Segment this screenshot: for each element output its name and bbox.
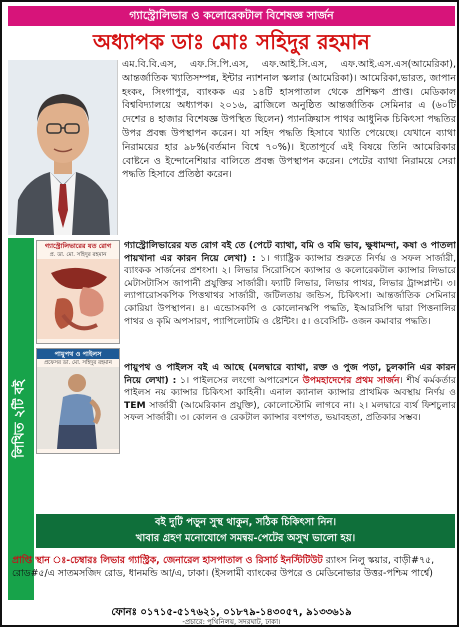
slogan-box: [36, 514, 455, 548]
book-cover-gastroliver: [36, 240, 120, 344]
first-surgeon-highlight: উপমহাদেশের প্রথম সার্জন: [302, 374, 400, 386]
section-body: সার্জারী (আমেরিকান প্রযুক্তি), কোলোস্টোমি লাগবে না। ২। মলদ্বারে ব্যর্থ ফিশচুলার সফল সার্জারী। ৩। কোলন ও রেকটাল ক্যান্সার বংশগত, ভয়াবহতা, প্রতিকার সম্ভব।: [124, 399, 456, 424]
doctor-biography: এম.বি.বি.এস, এফ.সি.পি.এস, এফ.আই.সি.এস, এফ.আই.এস.এস(আমেরিকা), আন্তর্জাতিক খ্যাতিসম্পন্ন, ইন্টার ন্যাশনাল স্কলার (আমেরিকা)। আমেরিকা,ভারত, জাপান হংকং, সিংগাপুর, ব্যাংকক এর ১৪টি হাসপাতাল থেকে প্রশিক্ষণ প্রাপ্ত। মেডিকাল বিশ্ববিদ্যালয়ে অধ্যাপক। ২০১৬, ব্রাজিলে অনুষ্ঠিত আন্তর্জাতিক সেমিনার এ (৬০টি দেশের ৪ হাজার বিশেষজ্ঞ উপস্থিত ছিলেন) প্যানক্রিয়াস পাথর আধুনিক চিকিৎসা পদ্ধতির উপর প্রবন্ধ উপস্থাপন করেন। যা সহিদ পদ্ধতি হিসাবে খ্যাতি পেয়েছে। যেখানে ব্যাথা নিরাময়ের হার ৯৮%(বর্তমান বিশ্বে ৭০%)। ইতোপূর্বে এই বিষয়ে তিনি আমেরিকার বোষ্টনে ও ইন্দোনেশিয়ার বালিতে প্রবন্ধ উপস্থাপন করেন। পেটের ব্যাথা নিরাময়ে সেরা পদ্ধতি হিসাবে প্রতিষ্ঠা করেন।: [122, 59, 456, 181]
section-heading: গ্যাস্ট্রোলিভারের যত রোগ বই তে (পেটে ব্যাথা, বমি ও বমি ভাব, ক্ষুধামন্দা, কষা ও পাতলা পায়খানা এর কারন নিয়ে লেখা) :: [124, 240, 456, 264]
book-author: প্রফেসর ডা. মো. সহিদুর রহমান: [44, 360, 112, 366]
doctor-portrait: [8, 60, 118, 235]
piles-book-summary: [124, 362, 456, 512]
slogan-line: বই দুটি পড়ুন সুস্থ থাকুন, সঠিক চিকিৎসা নিন।: [154, 517, 337, 528]
availability-label: প্রাপ্তি স্থান ঃ-চেম্বারঃ: [12, 555, 98, 566]
book-cover-piles: [36, 348, 120, 454]
gastroliver-book-summary: [124, 240, 456, 356]
written-books-label: লিখিত ২টি বই: [12, 380, 28, 458]
chamber-address: র‍্যাংস নিলু স্কয়ার, বাড়ী#৭৫, রোড#৫/এ সাতমসজিদ রোড, ধানমন্ডি আ/এ, ঢাকা। (ইসলামী ব্যাংকের উপরে ও মেডিনোভার উত্তর-পশ্চিম পার্শ্বে): [12, 555, 435, 579]
written-books-sidebar: [8, 238, 34, 600]
slogan-line: খাবার গ্রহণ মনোযোগে সমন্বয়-পেটের অসুখ ভালো হয়।: [135, 533, 356, 544]
specialty-banner: গ্যাস্ট্রোলিভার ও কলোরেকটাল বিশেষজ্ঞ সার্জন: [8, 6, 455, 26]
section-body: ১। পাইলসের লংগো অপারেশনে: [179, 374, 299, 386]
section-heading: পায়ুপথ ও পাইলস বই এ আছে (মলদ্বারে ব্যাথা, রক্ত ও পুজ পড়া, চুলকানি এর কারন নিয়ে লেখা) :: [124, 362, 456, 386]
book-title: গ্যাস্ট্রোলিভারের যত রোগ: [44, 242, 112, 250]
doctor-name-heading: অধ্যাপক ডাঃ মোঃ সহিদুর রহমান: [93, 30, 370, 54]
contact-info: [12, 554, 455, 606]
person-in-pain-illustration: [37, 367, 120, 449]
institute-name: লিভার গ্যাস্ট্রিক, জেনারেল হাসপাতাল ও রিসার্চ ইনস্টিটিউট: [100, 555, 323, 566]
book-title: পায়ুপথ ও পাইলস: [37, 349, 119, 359]
section-body: । শীর্ষ কর্মকর্তার পাইলস নয় ক্যান্সার চিকিৎসা কাহিনী। এনাল ক্যানাল ক্যান্সার প্রাথমিক অবস্থায় নির্ণয় ও: [124, 374, 456, 399]
phone-numbers: ফোনঃ ০১৭১৫-৫১৭৬২১, ০১৮৭৯-১৪৩০৫৭, ৯১৩৩৬১৯: [111, 607, 352, 618]
section-body: ১। গ্যাষ্ট্রিক ক্যান্সার শুরুতে নির্ণয় ও সফল সার্জারী, ব্যাংকক সার্জনের প্রশংসা। ২। লিভার সিরোসিসে ক্যান্সার ও কলোরেকটাল ক্যান্সার লিভারে মেটাসটাসিস জাপানী প্রযুক্তির সার্জারী। ফ্যাটি লিভার, লিভার পাথর, লিভার ট্রান্সপ্লান্ট। ৩। ল্যাপারোসকপিক পিত্তথাথর সার্জারী, জটিলতায় জন্ডিস, চিকিৎসা। আন্তর্জাতিক সেমিনার কোরিয়া উপস্থাপন। ৪। এন্ডোসকপি ও কোলোনস্কপি পদ্ধতি, ইআরসিপি দ্বারা পিত্তনালির পাথর ও কৃমি অপসারণ, প্যাপিলোটমি ও ষ্টেন্টিং। ৫। ওবেসিটি- ওজন কমাবার পদ্ধতি।: [124, 252, 456, 327]
book-author: প্র. ডা. মো. সহিদুর রহমান: [49, 252, 107, 258]
publisher-credit: -প্রচারে: পুথিনিলয়, সদরঘাট, ঢাকা।: [182, 618, 281, 626]
digestive-organ-illustration: [37, 259, 120, 339]
tem-highlight: TEM: [124, 399, 146, 411]
